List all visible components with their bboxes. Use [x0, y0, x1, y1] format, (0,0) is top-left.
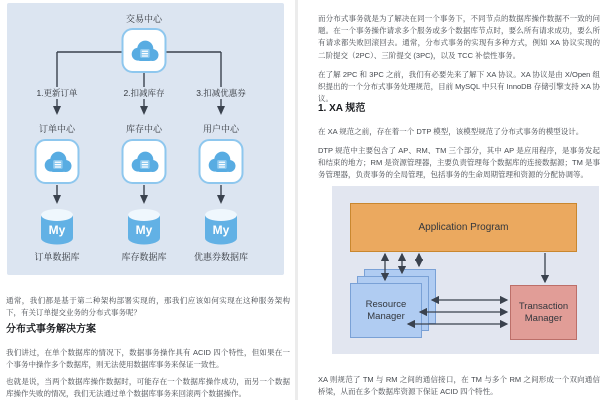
cloud-service-icon — [128, 39, 160, 63]
heading-distributed-solution: 分布式事务解决方案 — [6, 324, 96, 335]
cloud-service-icon — [205, 150, 237, 174]
dtp-arrows — [332, 186, 599, 354]
dtp-model-diagram — [332, 186, 599, 354]
paragraph-rollback-problem: 也就是说，当两个数据库操作数据时，可能存在一个数据库操作成功，而另一个数据库操作失败的情况，我们无法通过单个数据库事务来回滚两个数据操作。 — [6, 376, 290, 398]
mysql-database-icon — [38, 207, 76, 252]
transaction-center-node — [122, 28, 167, 73]
order-center-node — [35, 139, 80, 184]
paragraph-usually-architecture: 通常，我们都是基于第二种架构部署实现的，那我们应该如何实现在这种服务架构下，有关订单提交业务的分布式事务呢？ — [6, 295, 290, 317]
coupon-db-label: 优惠券数据库 — [193, 252, 249, 262]
order-center-label: 订单中心 — [38, 124, 76, 134]
mysql-logo-text: My — [48, 223, 66, 237]
application-program-box: Application Program — [350, 203, 577, 252]
cloud-service-icon — [41, 150, 73, 174]
inventory-center-node — [122, 139, 167, 184]
paragraph-xa-protocol-intro: 在了解 2PC 和 3PC 之前，我们有必要先来了解下 XA 协议。XA 协议是由 X/Open 组织提出的一个分布式事务处理规范，目前 MySQL 中只有 InnoDB 存储引擎支持 XA 协议。 — [318, 69, 600, 104]
inventory-db-label: 库存数据库 — [121, 252, 167, 262]
user-center-label: 用户中心 — [202, 124, 240, 134]
column-divider — [295, 0, 298, 400]
mysql-database-icon — [125, 207, 163, 252]
resource-manager-box-front: Resource Manager — [350, 283, 422, 338]
mysql-logo-text: My — [135, 223, 153, 237]
mysql-logo-text: My — [212, 223, 230, 237]
paragraph-acid-single-db: 我们讲过，在单个数据库的情况下，数据事务操作具有 ACID 四个特性，但如果在一个事务中操作多个数据库，则无法使用数据库事务来保证一致性。 — [6, 347, 290, 369]
mysql-database-icon — [202, 207, 240, 252]
paragraph-distributed-tx-intro: 而分布式事务就是为了解决在同一个事务下，不同节点的数据库操作数据不一致的问题。在一个事务操作请求多个服务或多个数据库节点时，要么所有请求成功，要么所有请求都失败回滚回去。通常，分布式事务的实现有多种方式，例如 XA 协议实现的二阶提交（2PC）、三阶提交 (3PC)，以及 TCC 补偿性事务。 — [318, 13, 600, 60]
step-label-deduct-stock: 2.扣减库存 — [120, 87, 167, 99]
paragraph-dtp-parts: DTP 规范中主要包含了 AP、RM、TM 三个部分，其中 AP 是应用程序，是事务发起和结束的地方；RM 是资源管理器，主要负责管理每个数据库的连接数据源；TM 是事务管理器，负责事务的全局管理，包括事务的生命周期管理和资源的分配协调等。 — [318, 145, 600, 180]
user-center-node — [199, 139, 244, 184]
service-architecture-diagram — [7, 3, 284, 275]
paragraph-xa-bridge: XA 则规范了 TM 与 RM 之间的通信接口，在 TM 与多个 RM 之间形成一个双向通信桥梁，从而在多个数据库资源下保证 ACID 四个特性。 — [318, 374, 600, 396]
step-label-update-order: 1.更新订单 — [33, 87, 80, 99]
paragraph-dtp-model: 在 XA 规范之前，存在着一个 DTP 模型，该模型规范了分布式事务的模型设计。 — [318, 126, 584, 136]
order-db-label: 订单数据库 — [34, 252, 80, 262]
cloud-service-icon — [128, 150, 160, 174]
heading-xa-spec: 1. XA 规范 — [318, 103, 366, 114]
step-label-deduct-coupon: 3.扣减优惠券 — [193, 87, 249, 99]
root-node-label: 交易中心 — [125, 14, 163, 24]
transaction-manager-box: Transaction Manager — [510, 285, 577, 340]
inventory-center-label: 库存中心 — [125, 124, 163, 134]
